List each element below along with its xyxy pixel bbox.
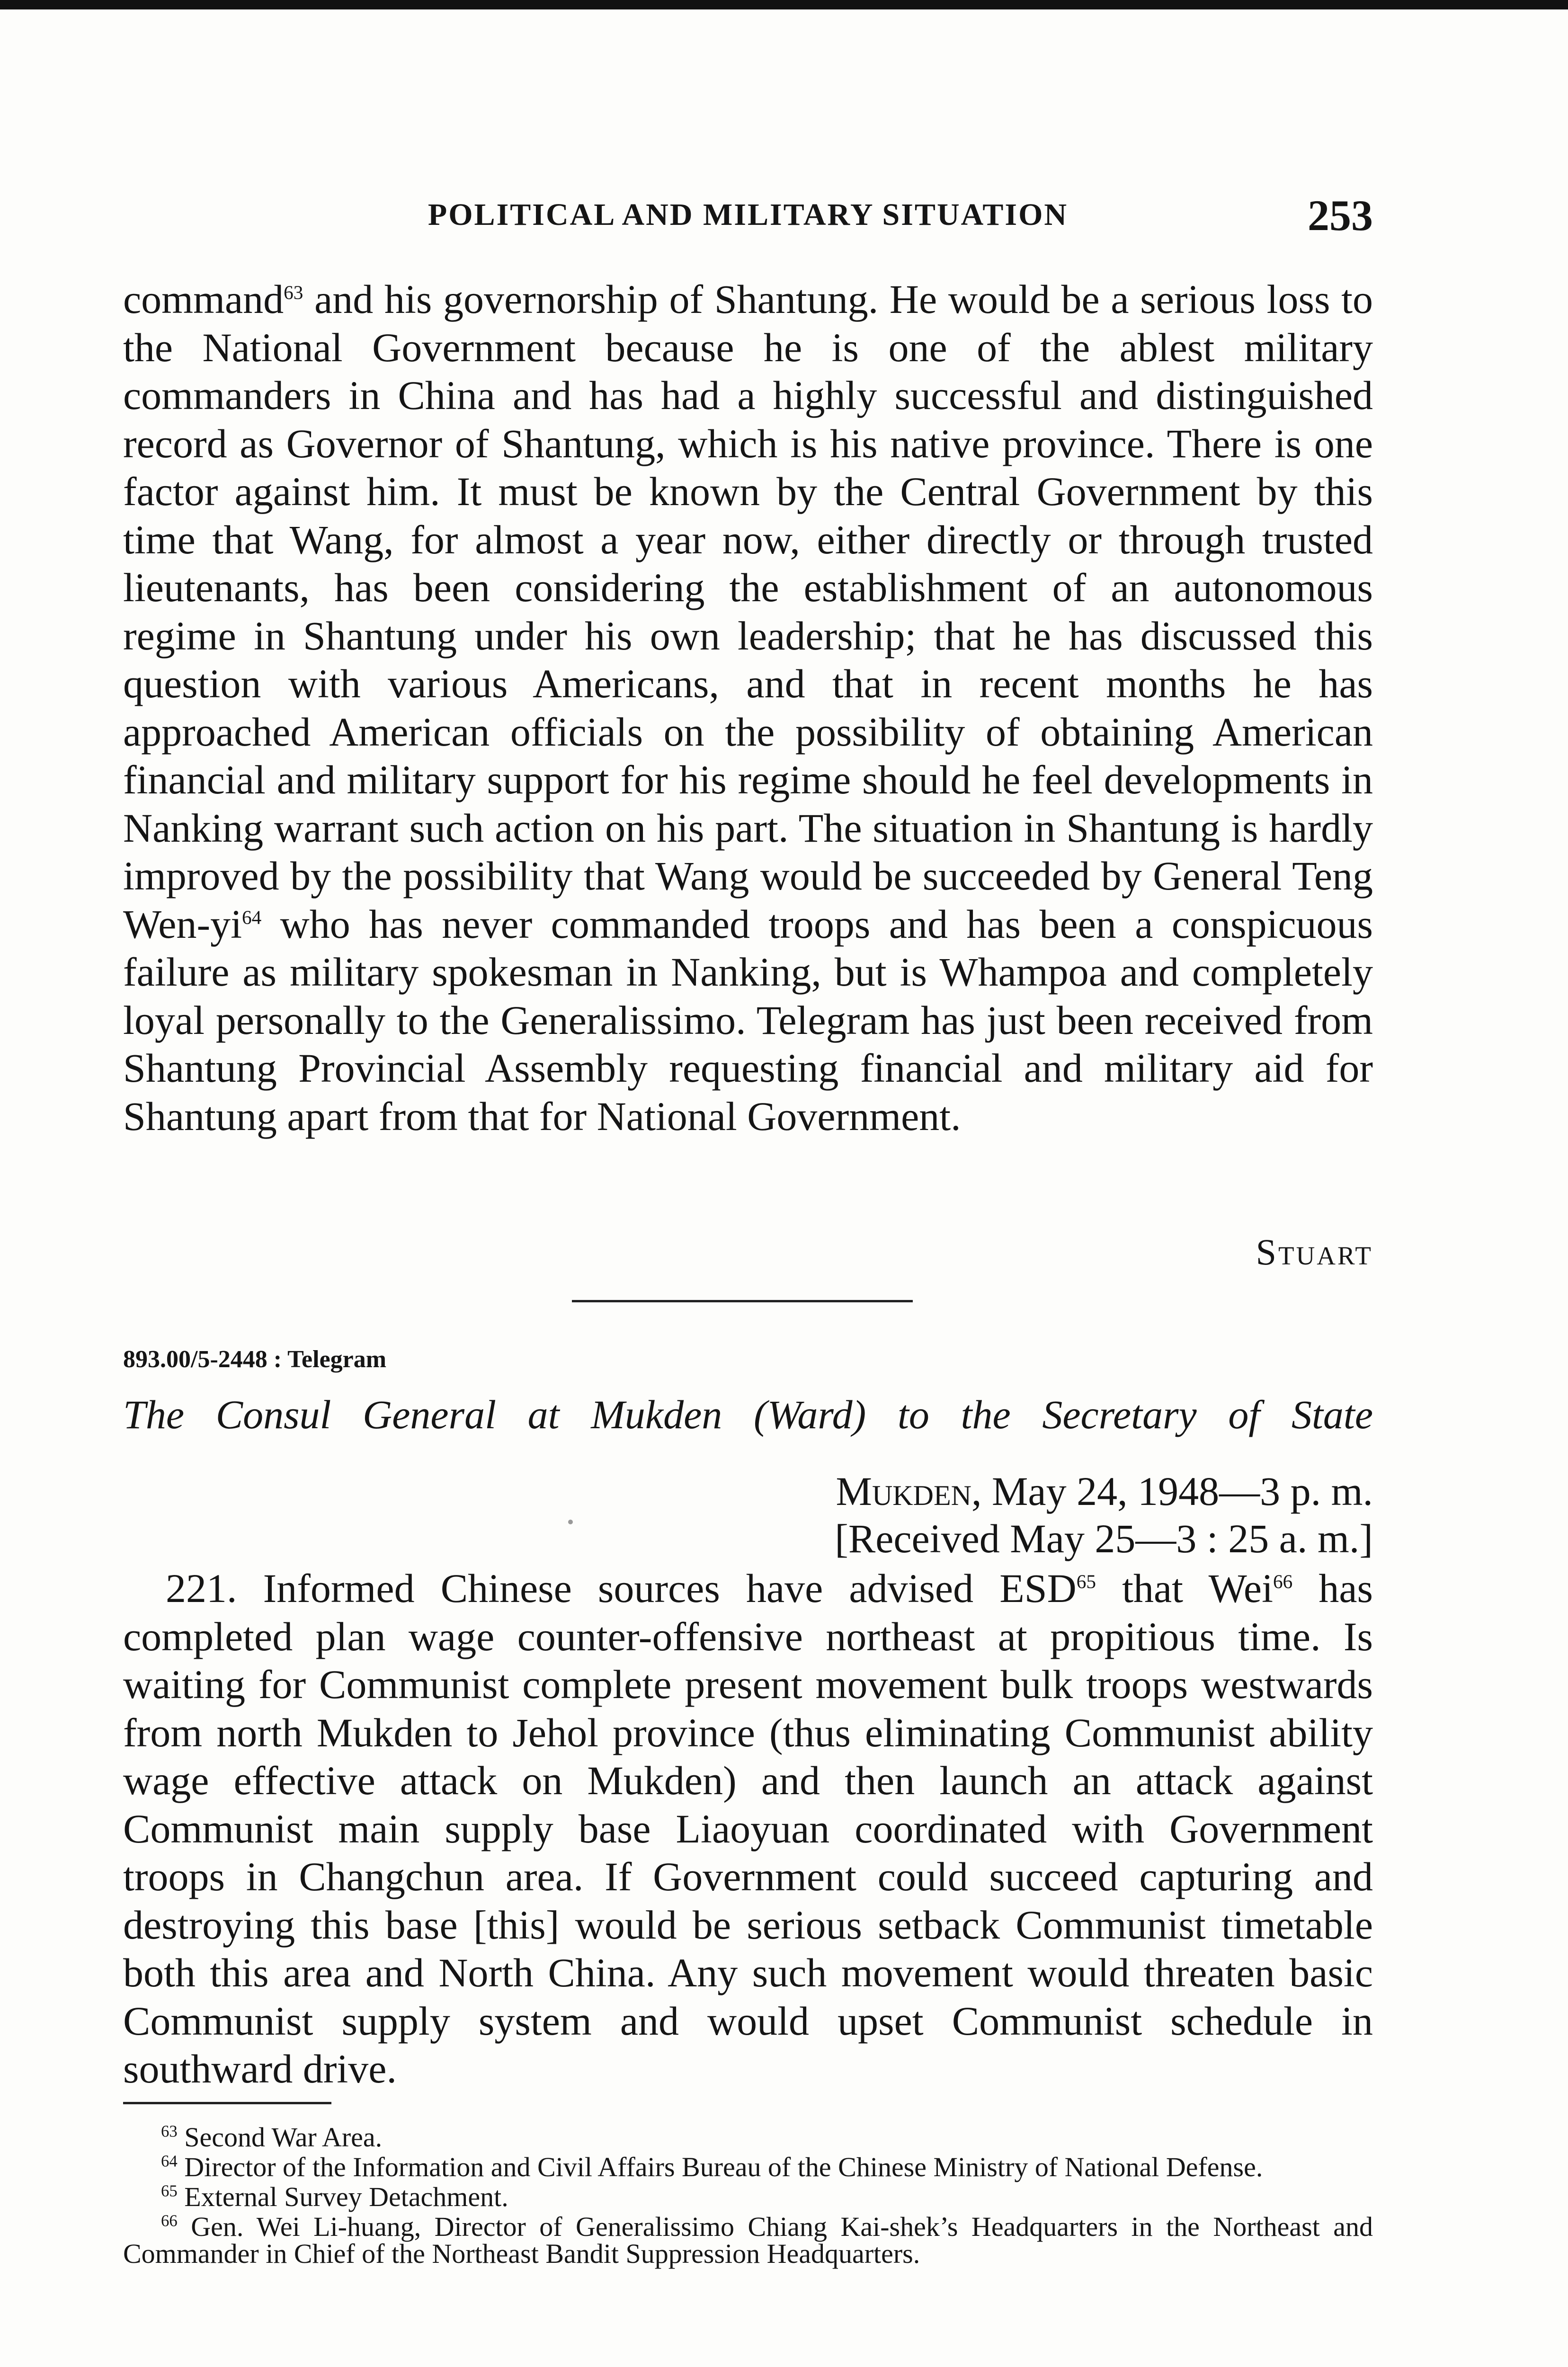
footnote-text: External Survey Detachment.: [177, 2181, 508, 2212]
running-head: [123, 191, 1373, 241]
footnote-mark: 65: [161, 2181, 178, 2200]
body-text-segment: has completed plan wage counter-offensive northeast at propitious time. Is waiting for Communist complete present movement bulk troops westwards from north Mukden to Jehol province (thus eliminating Communist ability wage effective attack on Mukden) and then launch an attack against Communist main supply base Liaoyuan coordinated with Government troops in Changchun area. If Government could succeed capturing and destroying this base [this] would be serious setback Communist timetable both this area and North China. Any such movement would threaten basic Communist supply system and would upset Communist schedule in southward drive.: [123, 1566, 1373, 2091]
dateline-sent-time: , May 24, 1948—3 p. m.: [971, 1468, 1373, 1514]
body-text-segment: and his governorship of Shantung. He would be a serious loss to the National Government because he is one of the ablest military commanders in China and has had a highly successful and distinguished record as Governor of Shantung, which is his native province. There is one factor against him. It must be known by the Central Government by this time that Wang, for almost a year now, either directly or through trusted lieutenants, has been considering the establishment of an autonomous regime in Shantung under his own leadership; that he has discussed this question with various Americans, and that in recent months he has approached American officials on the possibility of obtaining American financial and military support for his regime should he feel developments in Nanking warrant such action on his part. The situation in Shantung is hardly improved by the possibility that Wang would be succeeded by General Teng Wen-yi: [123, 276, 1373, 947]
footnote-ref-64: 64: [242, 906, 262, 928]
footnote-63: [123, 2124, 1373, 2151]
footnote-mark: 63: [161, 2122, 178, 2141]
footnote-mark: 66: [161, 2211, 178, 2230]
footnotes: [123, 2124, 1373, 2270]
telegram-1-body: [123, 276, 1373, 1140]
footnote-64: [123, 2153, 1373, 2180]
telegram-2-body: [123, 1565, 1373, 2093]
footnote-text: Gen. Wei Li-huang, Director of Generalissimo Chiang Kai-shek’s Headquarters in the Northeast and Commander in Chief of the Northeast Bandit Suppression Headquarters.: [123, 2211, 1373, 2269]
body-text-segment: 221. Informed Chinese sources have advised ESD: [166, 1566, 1077, 1611]
section-divider: [572, 1300, 913, 1302]
body-text-segment: who has never commanded troops and has been a conspicuous failure as military spokesman in Nanking, but is Whampoa and completely loyal personally to the Generalissimo. Telegram has just been received from Shantung Provincial Assembly requesting financial and military aid for Shantung apart from that for National Government.: [123, 901, 1373, 1139]
footnote-ref-63: 63: [284, 281, 303, 303]
footnote-ref-65: 65: [1076, 1570, 1096, 1593]
footnote-ref-66: 66: [1273, 1570, 1293, 1593]
body-text-segment: that Wei: [1096, 1566, 1273, 1611]
dateline: [835, 1468, 1373, 1562]
signature: Stuart: [1256, 1231, 1373, 1272]
dateline-sent: [835, 1468, 1373, 1515]
footnote-text: Director of the Information and Civil Affairs Bureau of the Chinese Ministry of National Defense.: [177, 2152, 1263, 2182]
dateline-place: Mukden: [836, 1468, 971, 1514]
footnote-text: Second War Area.: [177, 2122, 383, 2153]
top-edge-rule: [0, 0, 1568, 9]
page-number: 253: [1308, 191, 1373, 240]
footnote-mark: 64: [161, 2152, 178, 2171]
footnote-rule: [123, 2102, 331, 2104]
dateline-received: [Received May 25—3 : 25 a. m.]: [835, 1516, 1373, 1561]
footnote-66: [123, 2213, 1373, 2267]
body-text-segment: command: [123, 276, 284, 322]
file-reference: 893.00/5-2448 : Telegram: [123, 1346, 387, 1373]
document-title: The Consul General at Mukden (Ward) to the Secretary of State: [123, 1392, 1373, 1437]
scan-speck: [568, 1520, 573, 1524]
footnote-65: [123, 2183, 1373, 2210]
running-title: POLITICAL AND MILITARY SITUATION: [428, 197, 1069, 232]
